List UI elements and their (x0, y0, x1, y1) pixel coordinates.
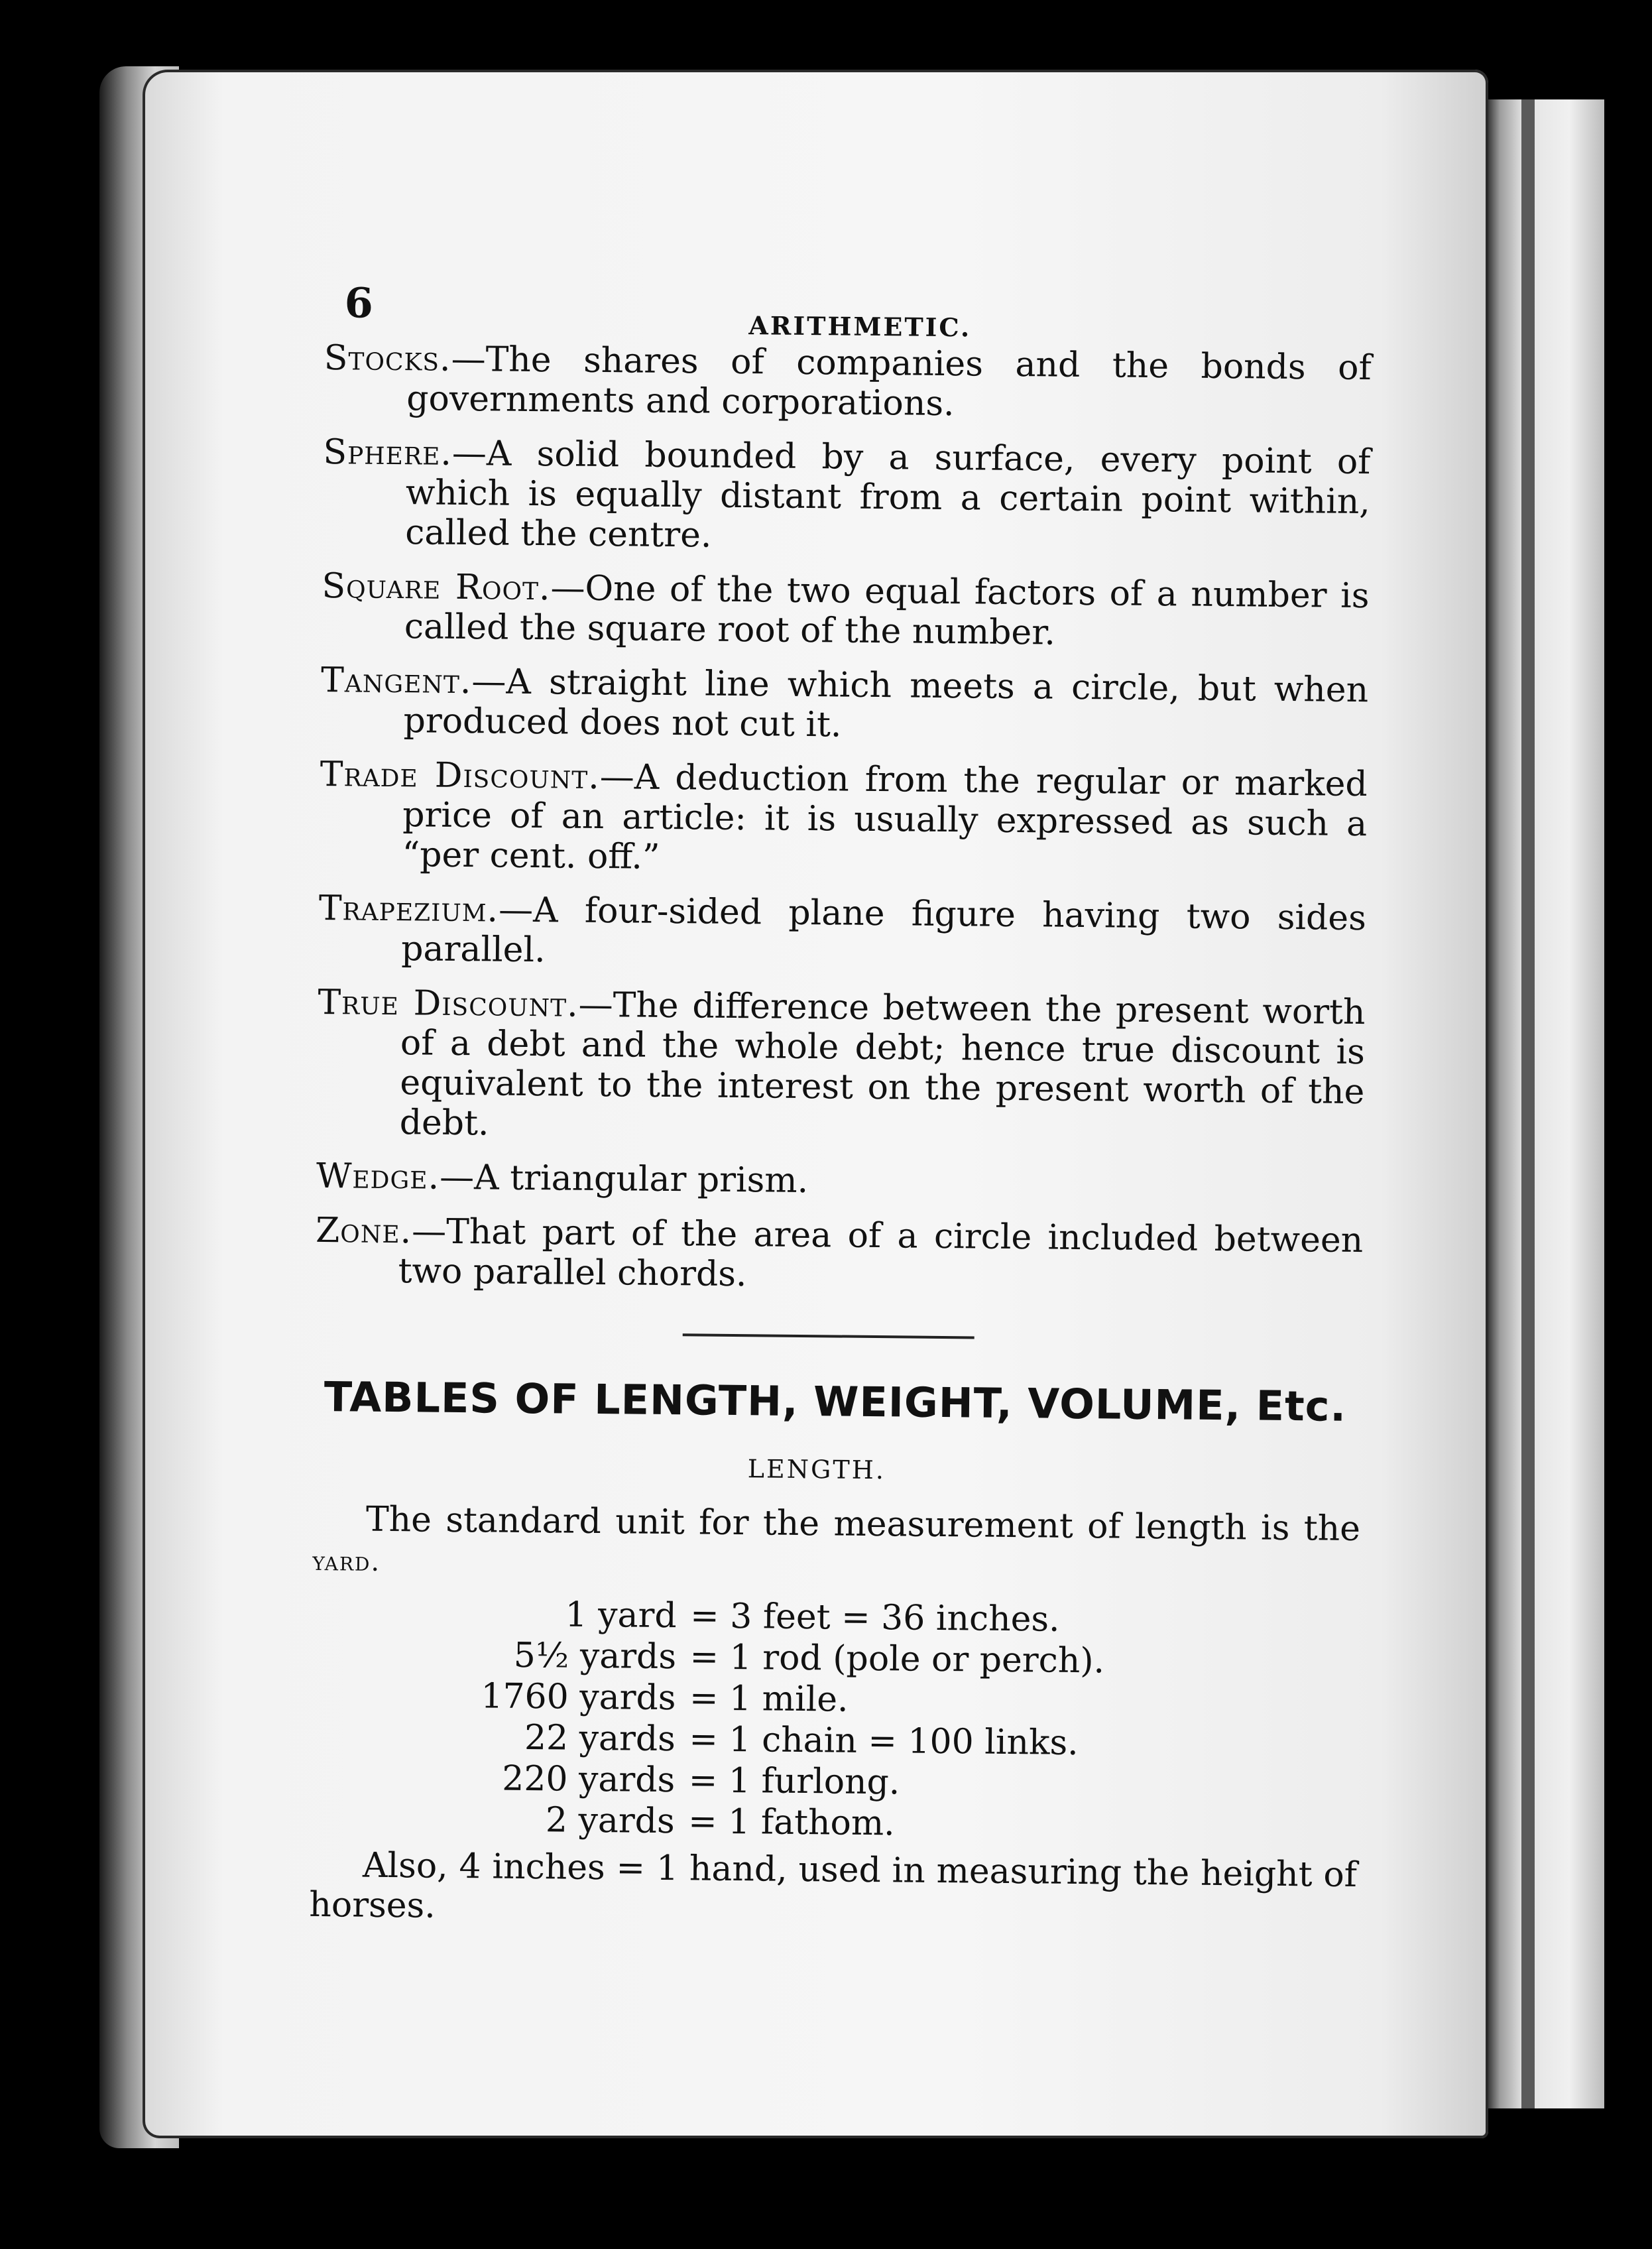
definition-entry (318, 888, 1366, 978)
definition-entry (320, 660, 1368, 750)
equivalence-lhs: 1760 yards (481, 1676, 676, 1719)
definition-term: Trade Discount. (320, 754, 601, 798)
definition-entry (322, 432, 1371, 562)
tables-heading: TABLES OF LENGTH, WEIGHT, VOLUME, Etc. (324, 1372, 1347, 1431)
definition-term: Wedge. (316, 1156, 440, 1197)
definition-text: —A triangular prism. (439, 1157, 809, 1201)
definition-text: —A deduction from the regular or marked price of an article: it is usually expressed as such a “per cent. off.” (402, 757, 1368, 877)
running-title: ARITHMETIC. (748, 310, 972, 343)
definition-entry (317, 983, 1366, 1152)
equivalence-lhs: 5½ yards (513, 1635, 677, 1677)
definition-term: Sphere. (323, 432, 453, 473)
equivalence-lhs: 1 yard (565, 1595, 677, 1636)
equivalence-rhs: = 1 rod (pole or perch). (689, 1637, 1105, 1681)
definition-term: Zone. (315, 1210, 412, 1252)
definition-text: —A solid bounded by a surface, every point of which is equally distant from a certain point within, called the centre. (405, 433, 1371, 556)
definition-term: True Discount. (318, 982, 579, 1025)
definition-entry (316, 1156, 1364, 1206)
equivalence-rhs: = 3 feet = 36 inches. (689, 1596, 1060, 1640)
definition-term: Trapezium. (318, 888, 499, 930)
definition-term: Tangent. (320, 660, 472, 702)
definition-entry (324, 338, 1372, 428)
definition-entry (319, 755, 1368, 884)
definitions-list (315, 338, 1372, 1300)
length-subheading: LENGTH. (747, 1454, 886, 1485)
definition-entry (322, 566, 1370, 656)
definition-text: —A four-sided plane figure having two sides parallel. (401, 890, 1367, 971)
page-number: 6 (344, 278, 374, 328)
length-intro-unit: yard. (312, 1546, 381, 1577)
page-text-block (309, 278, 1372, 1945)
definition-text: —The difference between the present worth of a debt and the whole debt; hence true discount is equivalent to the interest on the present worth of the debt. (399, 985, 1366, 1144)
equivalence-rhs: = 1 mile. (689, 1678, 849, 1720)
length-note: Also, 4 inches = 1 hand, used in measuring the height of horses. (309, 1845, 1358, 1926)
definition-text: —A straight line which meets a circle, but when produced does not cut it. (403, 662, 1369, 745)
section-divider (683, 1333, 974, 1339)
equivalence-rhs: = 1 furlong. (688, 1760, 900, 1803)
equivalence-lhs: 22 yards (524, 1717, 676, 1760)
book-right-page-edges (1488, 99, 1604, 2108)
running-head (324, 278, 1372, 348)
equivalence-lhs: 220 yards (502, 1758, 676, 1801)
definition-entry (315, 1211, 1363, 1300)
equivalence-lhs: 2 yards (545, 1800, 675, 1842)
length-intro (312, 1499, 1360, 1591)
definition-term: Stocks. (324, 337, 451, 379)
definition-term: Square Root. (322, 566, 551, 609)
definition-text: —That part of the area of a circle included between two parallel chords. (398, 1211, 1364, 1295)
length-intro-text: The standard unit for the measurement of length is the (365, 1499, 1361, 1550)
definition-text: —The shares of companies and the bonds of governments and corporations. (406, 339, 1372, 424)
length-equivalences (310, 1592, 1359, 1849)
equivalence-rhs: = 1 fathom. (687, 1801, 895, 1844)
definition-text: —One of the two equal factors of a number is called the square root of the number. (404, 568, 1370, 653)
equivalence-rhs: = 1 chain = 100 links. (689, 1719, 1079, 1764)
